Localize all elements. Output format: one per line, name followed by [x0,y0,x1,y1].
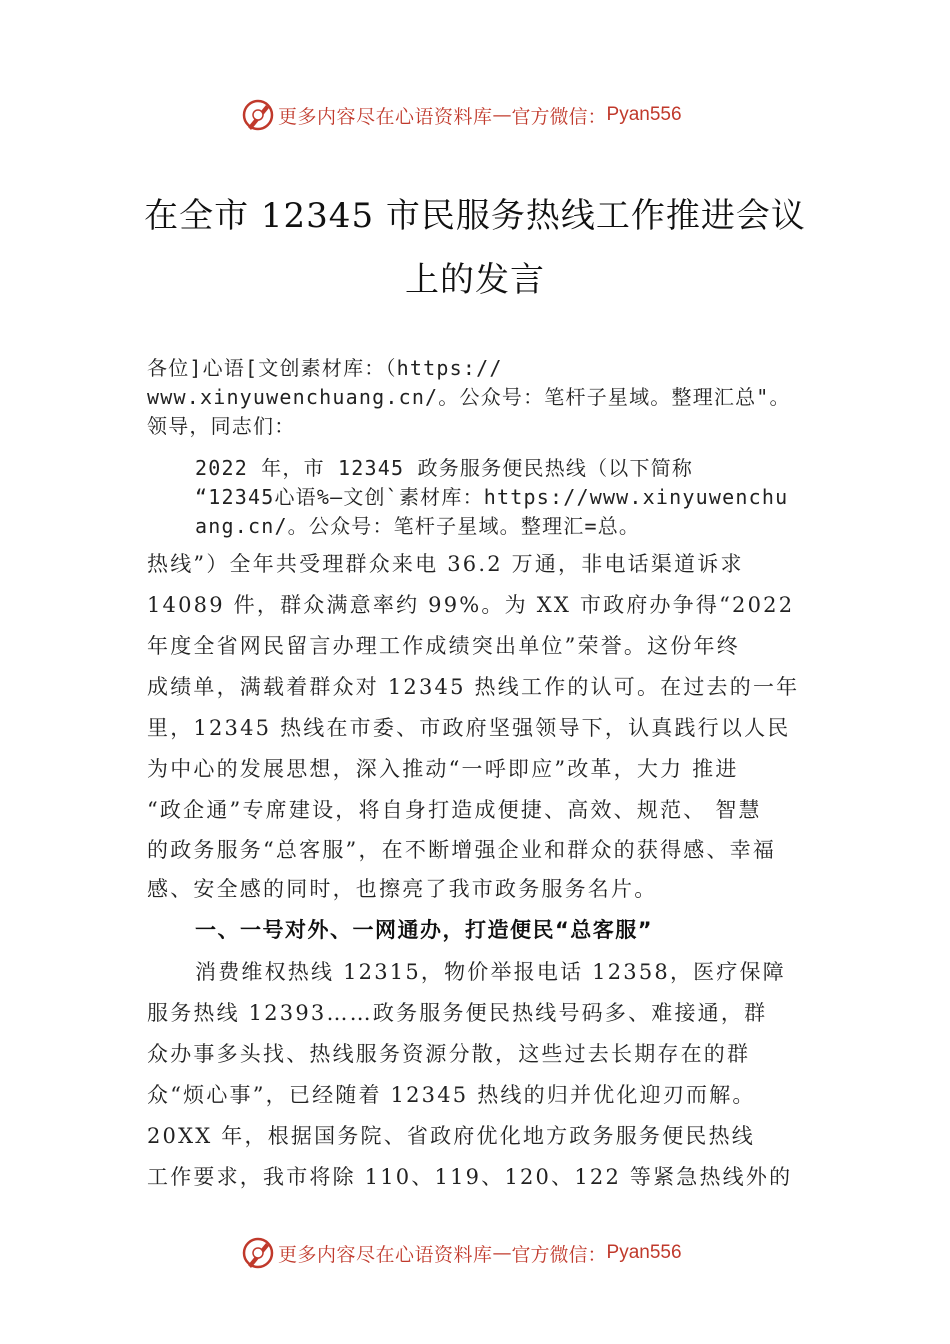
body-line: 14089 件，群众满意率约 99%。为 XX 市政府办争得“2022 [147,593,795,617]
body-line: “政企通”专席建设，将自身打造成便捷、高效、规范、 智慧 [147,798,762,822]
banner-text: 更多内容尽在心语资料库 [278,105,493,128]
header-banner [0,95,950,135]
banner-wechat-id: Pyan556 [606,104,682,125]
banner-wechat-label: 官方微信： [511,1243,607,1266]
body-line: 20XX 年，根据国务院、省政府优化地方政务服务便民热线 [147,1124,755,1148]
body-line: 众办事多头找、热线服务资源分散，这些过去长期存在的群 [147,1042,751,1066]
section-heading: 一、一号对外、一网通办，打造便民“总客服” [195,918,654,942]
banner-wechat-label: 官方微信： [511,105,607,128]
body-line: 消费维权热线 12315，物价举报电话 12358，医疗保障 [195,960,786,984]
intro-line: 2022 年，市 12345 政务服务便民热线（以下简称 [195,456,694,480]
page-title-line2: 上的发言 [405,260,545,300]
body-line: 里，12345 热线在市委、市政府坚强领导下，认真践行以人民 [147,716,791,740]
banner-content [240,1233,682,1273]
body-line: 年度全省网民留言办理工作成绩突出单位”荣誉。这份年终 [147,634,740,658]
salutation-line: 领导，同志们： [147,414,296,438]
banner-wechat-id: Pyan556 [606,1242,682,1263]
salutation-line: www.xinyuwenchuang.cn/。公众号：笔杆子星域。整理汇总"。 [147,385,791,409]
body-line: 成绩单，满载着群众对 12345 热线工作的认可。在过去的一年 [147,675,800,699]
footer-banner [0,1233,950,1273]
body-line: 热线”）全年共受理群众来电 36.2 万通，非电话渠道诉求 [147,552,744,576]
body-line: 工作要求，我市将除 110、119、120、122 等紧急热线外的 [147,1165,793,1189]
salutation-line: 各位]心语[文创素材库：（https:// [147,356,503,380]
banner-dash: — [492,1242,512,1264]
body-line: 感、安全感的同时，也擦亮了我市政务服务名片。 [147,877,658,901]
intro-line: “12345心语%—文创`素材库：https://www.xinyuwenchu [195,485,789,509]
page-title-line1: 在全市 12345 市民服务热线工作推进会议 [144,196,806,236]
banner-dash: — [492,104,512,126]
banner-text: 更多内容尽在心语资料库 [278,1243,493,1266]
intro-line: ang.cn/。公众号：笔杆子星域。整理汇=总。 [195,514,641,538]
pen-logo-icon [240,1235,276,1271]
banner-content [240,95,682,135]
pen-logo-icon [240,97,276,133]
body-line: 服务热线 12393……政务服务便民热线号码多、难接通，群 [147,1001,768,1025]
body-line: 众“烦心事”，已经随着 12345 热线的归并优化迎刃而解。 [147,1083,756,1107]
body-line: 为中心的发展思想，深入推动“一呼即应”改革，大力 推进 [147,757,739,781]
body-line: 的政务服务“总客服”，在不断增强企业和群众的获得感、幸福 [147,838,777,862]
